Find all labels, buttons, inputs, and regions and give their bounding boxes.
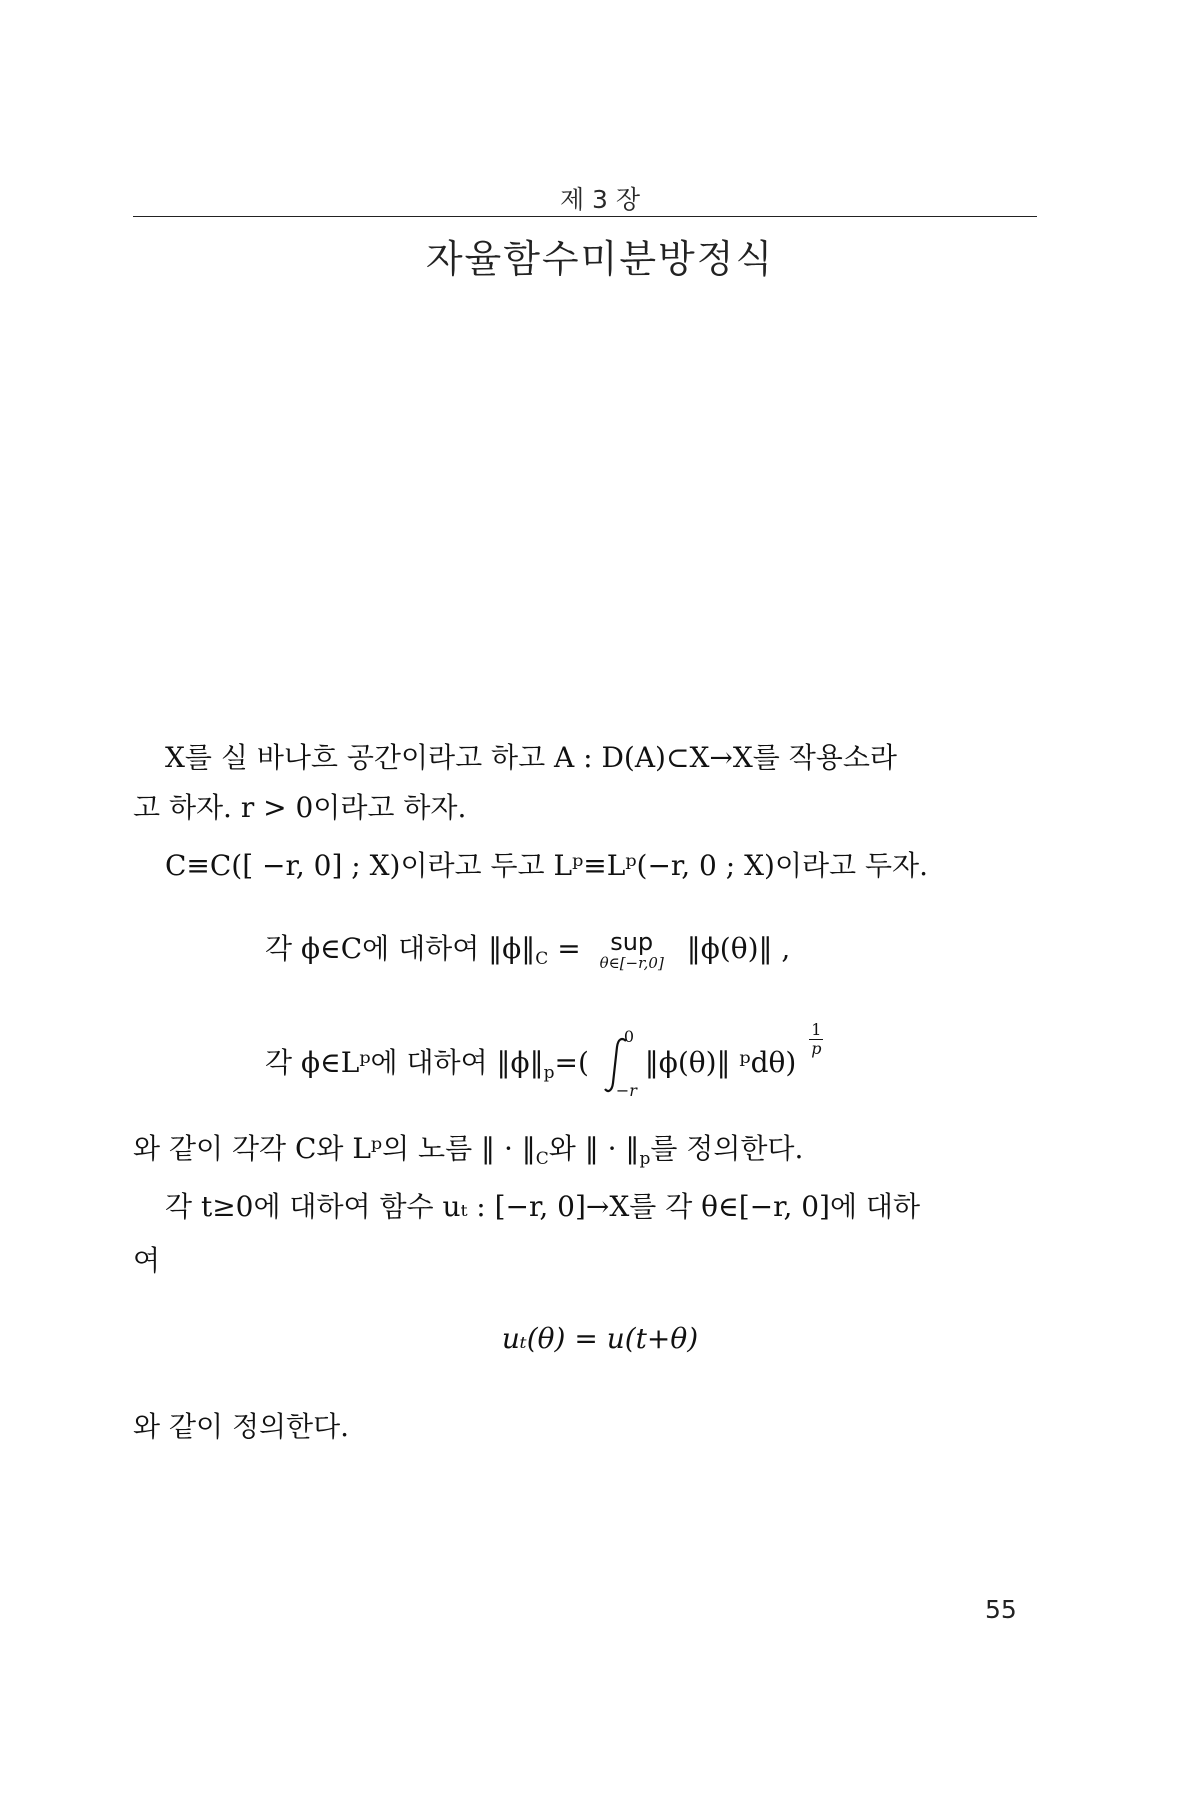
norm-p-equals: =(: [554, 1046, 589, 1079]
norm-c-equals: =: [557, 932, 581, 965]
exponent-denominator: p: [811, 1039, 822, 1058]
norm-c-subscript: C: [535, 949, 549, 969]
line6-part-c: 를 정의한다.: [650, 1132, 804, 1165]
line6-part-b: 와 ‖ · ‖: [548, 1132, 640, 1165]
norm-p-definition: [265, 1020, 823, 1100]
norm-c-tail: ‖ϕ(θ)‖ ,: [686, 932, 791, 965]
norm-p-subscript: p: [543, 1063, 555, 1083]
paragraph-line-3: C≡C([ −r, 0] ; X)이라고 두고 Lᵖ≡Lᵖ(−r, 0 ; X)이라고 두자.: [165, 849, 928, 882]
line6-subscript-p: p: [639, 1149, 651, 1169]
paragraph-line-8: 여: [133, 1244, 161, 1277]
paragraph-line-6: [133, 1132, 804, 1169]
page-number: 55: [985, 1595, 1017, 1624]
line6-part-a: 와 같이 각각 C와 Lᵖ의 노름 ‖ · ‖: [133, 1132, 536, 1165]
chapter-title: 자율함수미분방정식: [425, 237, 775, 281]
line6-subscript-c: C: [535, 1149, 549, 1169]
sup-range: θ∈[−r,0]: [599, 954, 664, 972]
integral-upper-limit: 0: [623, 1026, 635, 1046]
header-rule: [133, 216, 1037, 217]
sup-label: sup: [610, 928, 654, 956]
paragraph-line-2: 고 하자. r > 0이라고 하자.: [133, 791, 467, 824]
integral-sign: [600, 1026, 637, 1100]
norm-p-integrand: ‖ϕ(θ)‖ ᵖdθ): [644, 1046, 797, 1079]
norm-c-definition: [265, 930, 790, 971]
norm-c-lead: 각 ϕ∈C에 대하여 ‖ϕ‖: [265, 932, 536, 965]
sup-operator: [600, 930, 664, 971]
paragraph-line-9: 와 같이 정의한다.: [133, 1410, 350, 1443]
chapter-label: 제 3 장: [559, 185, 641, 214]
paragraph-line-1: X를 실 바나흐 공간이라고 하고 A : D(A)⊂X→X를 작용소라: [165, 741, 897, 774]
norm-p-exponent: [809, 1022, 823, 1057]
exponent-numerator: 1: [811, 1020, 822, 1039]
norm-p-lead: 각 ϕ∈Lᵖ에 대하여 ‖ϕ‖: [265, 1046, 544, 1079]
display-equation: uₜ(θ) = u(t+θ): [501, 1322, 699, 1355]
paragraph-line-7: 각 t≥0에 대하여 함수 uₜ : [−r, 0]→X를 각 θ∈[−r, 0]에 대하: [165, 1190, 921, 1223]
integral-lower-limit: −r: [615, 1080, 637, 1100]
